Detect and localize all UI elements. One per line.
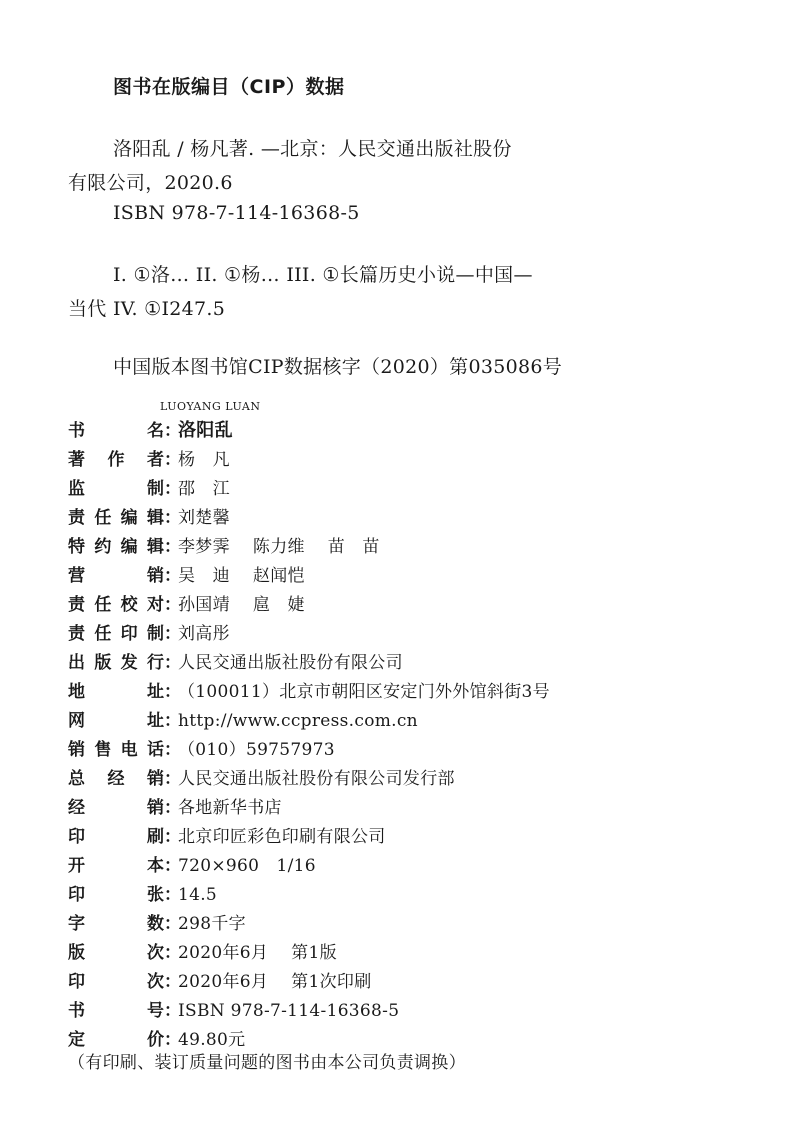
info-label-char: 销 xyxy=(147,769,164,789)
info-label xyxy=(68,880,164,905)
info-label-char: 者 xyxy=(147,450,164,470)
info-value: 人民交通出版社股份有限公司发行部 xyxy=(178,769,455,789)
info-value: 各地新华书店 xyxy=(178,798,282,818)
info-colon: ： xyxy=(164,508,181,528)
info-label-char: 辑 xyxy=(146,537,164,557)
info-label-char: 售 xyxy=(94,740,112,760)
info-row xyxy=(68,967,768,996)
info-label-char: 发 xyxy=(120,653,138,673)
book-info-list xyxy=(68,416,768,1054)
info-value: 邵 江 xyxy=(178,479,230,499)
cip-heading: 图书在版编目（CIP）数据 xyxy=(113,76,345,98)
info-label xyxy=(68,590,164,615)
info-value: 人民交通出版社股份有限公司 xyxy=(178,653,403,673)
info-colon: ： xyxy=(164,624,181,644)
info-colon: ： xyxy=(164,943,181,963)
info-row xyxy=(68,532,768,561)
info-label-char: 辑 xyxy=(146,508,164,528)
info-label-char: 网 xyxy=(68,711,85,731)
info-label-char: 印 xyxy=(68,885,85,905)
info-label-char: 营 xyxy=(68,566,85,586)
info-colon: ： xyxy=(164,856,181,876)
info-row xyxy=(68,735,768,764)
info-label-char: 号 xyxy=(147,1001,164,1021)
info-colon: ： xyxy=(164,421,181,441)
info-value: 李梦霁 陈力维 苗 苗 xyxy=(178,537,380,557)
info-label xyxy=(68,793,164,818)
info-label-char: 校 xyxy=(120,595,138,615)
info-label-char: 次 xyxy=(147,972,164,992)
info-colon: ： xyxy=(164,450,181,470)
info-value: 720×960 1/16 xyxy=(178,856,316,876)
footer-note: （有印刷、装订质量问题的图书由本公司负责调换） xyxy=(68,1053,466,1073)
info-row xyxy=(68,590,768,619)
info-label-char: 价 xyxy=(147,1030,164,1050)
info-label xyxy=(68,938,164,963)
info-label xyxy=(68,967,164,992)
cip-line-publisher: 有限公司，2020.6 xyxy=(68,172,233,194)
info-label-char: 电 xyxy=(120,740,138,760)
info-value: （010）59757973 xyxy=(178,740,335,760)
info-label-char: 经 xyxy=(68,798,85,818)
info-row xyxy=(68,793,768,822)
info-label-char: 销 xyxy=(147,566,164,586)
cip-line-classification-cont: 当代 IV. ①I247.5 xyxy=(68,298,226,320)
info-value: 刘高彤 xyxy=(178,624,230,644)
info-row xyxy=(68,677,768,706)
info-label-char: 话 xyxy=(146,740,164,760)
info-label xyxy=(68,996,164,1021)
info-colon: ： xyxy=(164,972,181,992)
info-colon: ： xyxy=(164,914,181,934)
info-label-char: 对 xyxy=(146,595,164,615)
info-row xyxy=(68,909,768,938)
info-row xyxy=(68,880,768,909)
info-label-char: 定 xyxy=(68,1030,85,1050)
info-value: 2020年6月 第1版 xyxy=(178,943,337,963)
info-label-char: 印 xyxy=(68,827,85,847)
info-label xyxy=(68,735,164,760)
info-colon: ： xyxy=(164,595,181,615)
cip-line-isbn: ISBN 978-7-114-16368-5 xyxy=(113,202,360,224)
info-colon: ： xyxy=(164,479,181,499)
info-value: 刘楚馨 xyxy=(178,508,230,528)
info-label-char: 地 xyxy=(68,682,85,702)
info-colon: ： xyxy=(164,740,181,760)
info-label-char: 责 xyxy=(68,595,85,615)
info-label-char: 名 xyxy=(147,421,164,441)
info-row xyxy=(68,561,768,590)
info-label-char: 作 xyxy=(107,450,125,470)
info-label-char: 张 xyxy=(147,885,164,905)
info-value: 14.5 xyxy=(178,885,218,905)
info-row xyxy=(68,851,768,880)
info-value: 北京印匠彩色印刷有限公司 xyxy=(178,827,386,847)
info-row xyxy=(68,764,768,793)
info-label-char: 责 xyxy=(68,624,85,644)
info-label xyxy=(68,1025,164,1050)
info-label-char: 著 xyxy=(68,450,85,470)
info-colon: ： xyxy=(164,682,181,702)
info-colon: ： xyxy=(164,769,181,789)
info-label-char: 次 xyxy=(147,943,164,963)
info-label-char: 印 xyxy=(68,972,85,992)
info-value: 孙国靖 扈 婕 xyxy=(178,595,305,615)
info-label-char: 址 xyxy=(147,682,164,702)
cip-line-classification: I. ①洛… II. ①杨… III. ①长篇历史小说—中国— xyxy=(113,264,533,286)
info-label-char: 行 xyxy=(146,653,164,673)
info-label-char: 特 xyxy=(68,537,85,557)
info-label xyxy=(68,851,164,876)
info-colon: ： xyxy=(164,885,181,905)
info-label-char: 任 xyxy=(94,595,112,615)
info-label xyxy=(68,532,164,557)
info-label-char: 任 xyxy=(94,508,112,528)
info-label xyxy=(68,677,164,702)
info-label-char: 刷 xyxy=(147,827,164,847)
info-label xyxy=(68,474,164,499)
info-label-char: 总 xyxy=(68,769,85,789)
info-row xyxy=(68,416,768,445)
info-row xyxy=(68,503,768,532)
info-label-char: 销 xyxy=(68,740,85,760)
info-label-char: 约 xyxy=(94,537,112,557)
info-label-char: 印 xyxy=(120,624,138,644)
info-colon: ： xyxy=(164,1001,181,1021)
info-label xyxy=(68,416,164,441)
info-row xyxy=(68,619,768,648)
info-label xyxy=(68,764,164,789)
info-label-char: 编 xyxy=(120,508,138,528)
info-colon: ： xyxy=(164,827,181,847)
info-label-char: 址 xyxy=(147,711,164,731)
info-label-char: 字 xyxy=(68,914,85,934)
info-row xyxy=(68,648,768,677)
info-value: （100011）北京市朝阳区安定门外外馆斜街3号 xyxy=(178,682,550,702)
info-colon: ： xyxy=(164,798,181,818)
info-value: 洛阳乱 xyxy=(178,420,233,441)
info-label-char: 销 xyxy=(147,798,164,818)
info-label-char: 开 xyxy=(68,856,85,876)
info-value: 杨 凡 xyxy=(178,450,230,470)
info-label-char: 责 xyxy=(68,508,85,528)
info-row xyxy=(68,996,768,1025)
info-label-char: 书 xyxy=(68,421,85,441)
info-value: 吴 迪 赵闻恺 xyxy=(178,566,305,586)
info-value: http://www.ccpress.com.cn xyxy=(178,711,418,731)
info-label-char: 制 xyxy=(146,624,164,644)
info-label xyxy=(68,503,164,528)
info-label-char: 任 xyxy=(94,624,112,644)
info-label-char: 经 xyxy=(107,769,125,789)
info-label-char: 书 xyxy=(68,1001,85,1021)
cip-line-title: 洛阳乱 / 杨凡著. —北京：人民交通出版社股份 xyxy=(113,138,512,160)
info-colon: ： xyxy=(164,537,181,557)
info-value: ISBN 978-7-114-16368-5 xyxy=(178,1001,400,1021)
info-label xyxy=(68,561,164,586)
info-value: 2020年6月 第1次印刷 xyxy=(178,972,372,992)
info-label xyxy=(68,445,164,470)
info-label-char: 版 xyxy=(68,943,85,963)
info-label-char: 数 xyxy=(147,914,164,934)
info-label-char: 本 xyxy=(147,856,164,876)
info-value: 298千字 xyxy=(178,914,246,934)
info-colon: ： xyxy=(164,711,181,731)
info-label-char: 版 xyxy=(94,653,112,673)
info-label xyxy=(68,909,164,934)
info-label-char: 编 xyxy=(120,537,138,557)
cip-line-record-number: 中国版本图书馆CIP数据核字（2020）第035086号 xyxy=(113,356,563,378)
info-colon: ： xyxy=(164,566,181,586)
info-value: 49.80元 xyxy=(178,1030,246,1050)
info-row xyxy=(68,938,768,967)
info-label-char: 监 xyxy=(68,479,85,499)
pinyin-title: LUOYANG LUAN xyxy=(160,400,261,413)
info-label xyxy=(68,706,164,731)
info-row xyxy=(68,822,768,851)
info-colon: ： xyxy=(164,1030,181,1050)
info-label xyxy=(68,648,164,673)
info-row xyxy=(68,445,768,474)
info-row xyxy=(68,706,768,735)
info-label-char: 出 xyxy=(68,653,85,673)
info-label xyxy=(68,619,164,644)
info-row xyxy=(68,474,768,503)
info-label xyxy=(68,822,164,847)
info-colon: ： xyxy=(164,653,181,673)
info-label-char: 制 xyxy=(147,479,164,499)
